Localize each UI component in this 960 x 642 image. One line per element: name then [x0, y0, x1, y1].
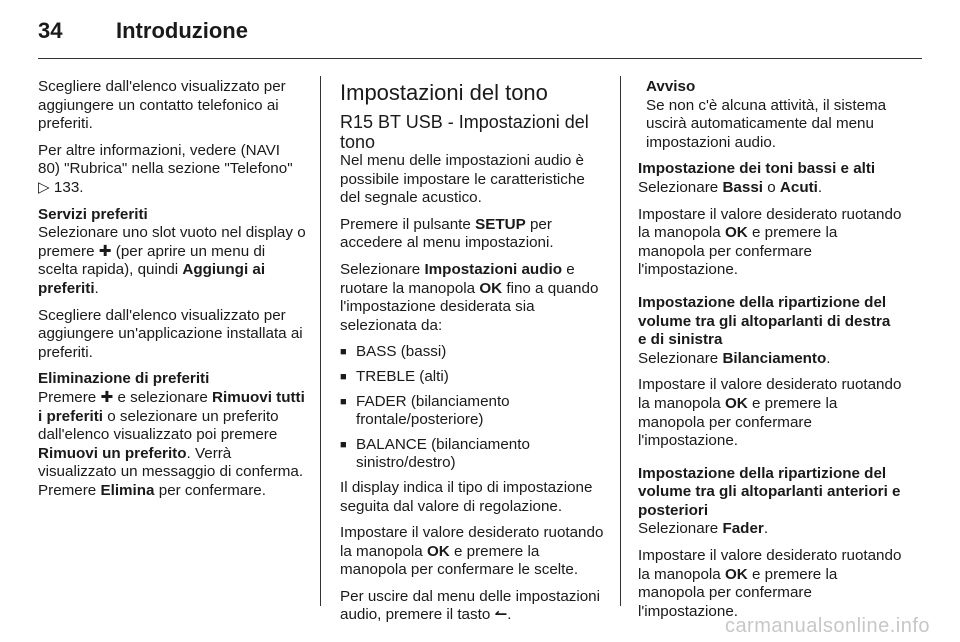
paragraph: Selezionare Bassi o Acuti. [638, 178, 823, 196]
column-divider [620, 76, 621, 606]
option-list [340, 343, 604, 473]
paragraph: Selezionare Fader. [638, 520, 769, 538]
paragraph: Scegliere dall'elenco visualizzato per aggiungere un'applicazione installata ai preferiti. [38, 306, 303, 361]
paragraph: Impostare il valore desiderato ruotando la manopola OK e premere la manopola per confermare le scelte. [340, 524, 604, 579]
list-item: ■ FADER (bilanciamento frontale/posteriore) [340, 393, 604, 430]
paragraph: Scegliere dall'elenco visualizzato per aggiungere un contatto telefonico ai preferiti. [38, 78, 286, 133]
page-ref: 133. [53, 178, 84, 196]
section-title: Eliminazione di preferiti [38, 370, 210, 388]
page-title: Introduzione [116, 18, 248, 43]
column-divider [320, 76, 321, 606]
paragraph: Impostare il valore desiderato ruotando la manopola OK e premere la manopola per confermare l'impostazione. [638, 376, 902, 450]
page-header [38, 18, 248, 48]
paragraph: Impostare il valore desiderato ruotando la manopola OK e premere la manopola per confermare l'impostazione. [638, 205, 902, 279]
plus-icon: ✚ [98, 242, 112, 260]
heading: Impostazioni del tono [340, 80, 548, 105]
column-middle [340, 78, 604, 633]
paragraph: Per altre informazioni, vedere (NAVI 80) "Rubrica" nella sezione "Telefono" ▷ 133. [38, 141, 293, 196]
paragraph: Nel menu delle impostazioni audio è possibile impostare le caratteristiche del segnale acustico. [340, 152, 585, 207]
section-title: Impostazione della ripartizione del volume tra gli altoparlanti anteriori e posteriori [638, 464, 901, 519]
paragraph: Impostare il valore desiderato ruotando la manopola OK e premere la manopola per confermare l'impostazione. [638, 547, 902, 620]
paragraph: Per uscire dal menu delle impostazioni audio, premere il tasto ↼. [340, 587, 601, 624]
header-rule [38, 58, 922, 59]
note-text: Se non c'è alcuna attività, il sistema uscirà automaticamente dal menu impostazioni audio. [646, 96, 887, 151]
note-box [638, 78, 902, 152]
paragraph: Selezionare uno slot vuoto nel display o premere ✚ (per aprire un menu di scelta rapida), quindi Aggiungi ai preferiti. [38, 224, 306, 297]
list-item: ■ TREBLE (alti) [340, 368, 604, 387]
list-item: ■ BALANCE (bilanciamento sinistro/destro) [340, 436, 604, 473]
watermark: carmanualsonline.info [724, 615, 930, 637]
subheading: R15 BT USB - Impostazioni del tono [340, 112, 589, 152]
column-right [638, 78, 902, 629]
paragraph: Premere ✚ e selezionare Rimuovi tutti i preferiti o selezionare un preferito dall'elenco visualizzato poi premere Rimuovi un preferito. Verrà visualizzato un messaggio di conferma. Premere Elimina per confermare. [38, 388, 305, 499]
back-arrow-icon: ↼ [494, 606, 508, 624]
section-title: Impostazione dei toni bassi e alti [638, 160, 876, 178]
section-title: Servizi preferiti [38, 205, 148, 223]
section-title: Impostazione della ripartizione del volume tra gli altoparlanti di destra e di sinistra [638, 293, 891, 349]
page-ref-icon: ▷ [38, 178, 50, 196]
paragraph: Premere il pulsante SETUP per accedere al menu impostazioni. [340, 215, 554, 252]
paragraph: Selezionare Bilanciamento. [638, 349, 831, 367]
list-item: ■ BASS (bassi) [340, 343, 604, 362]
note-title: Avviso [646, 78, 696, 95]
page-number: 34 [38, 18, 63, 43]
paragraph: Selezionare Impostazioni audio e ruotare la manopola OK fino a quando l'impostazione desiderata sia selezionata da: [340, 260, 599, 334]
plus-icon: ✚ [100, 388, 114, 406]
column-left [38, 78, 306, 508]
paragraph: Il display indica il tipo di impostazione seguita dal valore di regolazione. [340, 478, 593, 515]
